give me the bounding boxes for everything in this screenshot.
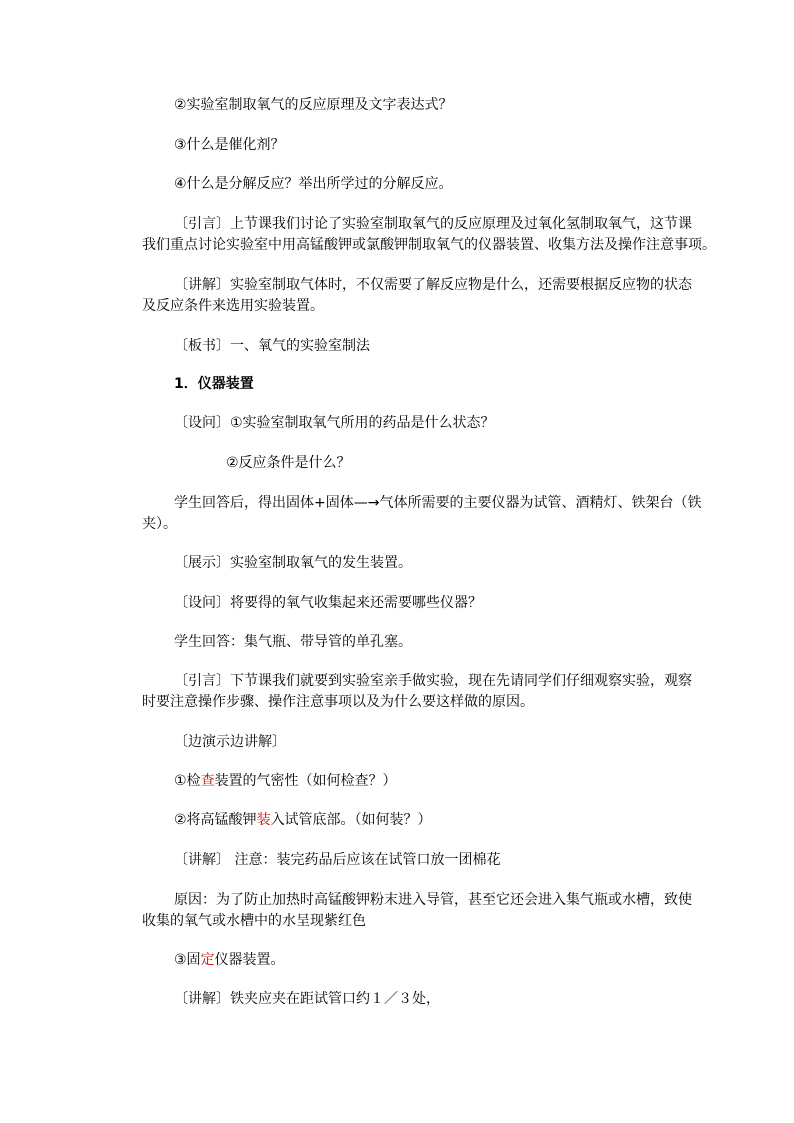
step-3-suffix: 仪器装置。 (214, 952, 285, 968)
question-3: ③什么是催化剂？ (174, 137, 285, 153)
intro-2-line-2: 时要注意操作步骤、操作注意事项以及为什么要这样做的原因。 (142, 694, 534, 710)
answer-1-line-1: 学生回答后，得出固体+固体—→气体所需要的主要仪器为试管、酒精灯、铁架台（铁 (174, 495, 702, 511)
step-3 (174, 950, 285, 970)
answer-1-line-2: 夹）。 (142, 516, 177, 532)
show-note: 〔展示〕实验室制取氧气的发生装置。 (174, 555, 412, 571)
step-3-highlight: 定 (200, 952, 215, 968)
explain-1-line-1: 〔讲解〕实验室制取气体时，不仅需要了解反应物是什么，还需要根据反应物的状态 (174, 277, 692, 293)
question-2: ②实验室制取氧气的反应原理及文字表达式？ (174, 97, 453, 113)
intro-1-line-1: 〔引言〕上节课我们讨论了实验室制取氧气的反应原理及过氧化氢制取氧气，这节课 (174, 216, 692, 232)
section-heading: 1．仪器装置 (174, 376, 254, 392)
step-2-highlight: 装 (256, 812, 271, 828)
step-1-highlight: 查 (200, 773, 215, 789)
step-3-prefix: ③固 (174, 952, 201, 968)
ask-2: 〔设问〕将要得的氧气收集起来还需要哪些仪器？ (174, 595, 482, 611)
answer-2: 学生回答：集气瓶、带导管的单孔塞。 (174, 634, 412, 650)
explain-2: 〔讲解〕 注意：装完药品后应该在试管口放一团棉花 (174, 852, 501, 868)
step-2-prefix: ②将高锰酸钾 (174, 812, 257, 828)
ask-1: 〔设问〕①实验室制取氧气所用的药品是什么状态？ (174, 415, 495, 431)
intro-2-line-1: 〔引言〕下节课我们就要到实验室亲手做实验，现在先请同学们仔细观察实验，观察 (174, 673, 692, 689)
reason-line-1: 原因：为了防止加热时高锰酸钾粉末进入导管，甚至它还会进入集气瓶或水槽，致使 (174, 892, 692, 908)
step-2 (174, 810, 432, 830)
question-4: ④什么是分解反应？举出所学过的分解反应。 (174, 176, 453, 192)
board-note: 〔板书〕一、氧气的实验室制法 (174, 338, 370, 354)
step-1-prefix: ①检 (174, 773, 201, 789)
step-1 (174, 771, 397, 791)
step-1-suffix: 装置的气密性（如何检查？） (214, 773, 397, 789)
step-2-suffix: 入试管底部。（如何装？） (270, 812, 432, 828)
explain-1-line-2: 及反应条件来选用实验装置。 (142, 298, 324, 314)
intro-1-line-2: 我们重点讨论实验室中用高锰酸钾或氯酸钾制取氧气的仪器装置、收集方法及操作注意事项。 (142, 237, 716, 253)
demo-note: 〔边演示边讲解〕 (174, 734, 286, 750)
reason-line-2: 收集的氧气或水槽中的水呈现紫红色 (142, 913, 366, 929)
ask-1-sub: ②反应条件是什么？ (226, 455, 351, 471)
explain-3: 〔讲解〕铁夹应夹在距试管口约１／３处， (174, 991, 440, 1007)
